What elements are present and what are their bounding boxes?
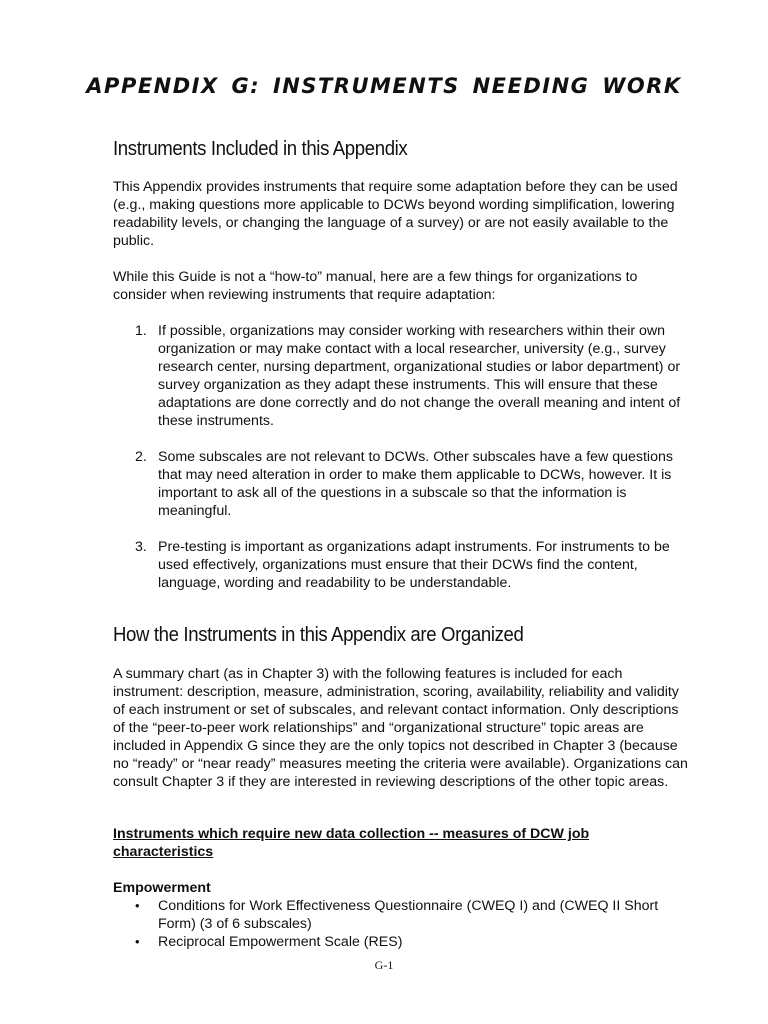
section-heading-included: Instruments Included in this Appendix [113,138,408,160]
list-item [113,897,693,933]
list-item [113,538,693,592]
considerations-list [113,322,693,610]
list-item [113,448,693,520]
list-item-text: Some subscales are not relevant to DCWs. Other subscales have a few questions that may need alteration in order to make them applicable to DCWs, however. It is important to ask all of the questions in a subscale so that the information is meaningful. [158,449,673,519]
list-number: 2. [135,449,147,465]
empowerment-bullets [113,897,693,951]
list-number: 3. [135,539,147,555]
bullet-text: Reciprocal Empowerment Scale (RES) [158,934,403,950]
bullet-icon: • [135,898,140,913]
bullet-text: Conditions for Work Effectiveness Questionnaire (CWEQ I) and (CWEQ II Short Form) (3 of 6 subscales) [158,898,659,932]
list-item-text: Pre-testing is important as organizations adapt instruments. For instruments to be used effectively, organizations must ensure that their DCWs find the content, language, wording and readability to be understandable. [158,539,670,591]
list-item [113,933,693,951]
list-item-text: If possible, organizations may consider working with researchers within their own organization or may make contact with a local researcher, university (e.g., survey research center, nursing department, organizational studies or labor department) or survey organization as they adapt these instruments. This will ensure that these adaptations are done correctly and do not change the overall meaning and intent of these instruments. [158,323,681,429]
bullet-icon: • [135,934,140,949]
intro-paragraph: This Appendix provides instruments that require some adaptation before they can be used (e.g., making questions more applicable to DCWs beyond wording simplification, lowering readability levels, or changing the language of a survey) or are not easily available to the public. [113,179,678,249]
list-number: 1. [135,323,147,339]
guide-paragraph: While this Guide is not a “how-to” manual, here are a few things for organizations to consider when reviewing instruments that require adaptation: [113,269,638,303]
page-number: G-1 [374,958,394,972]
section-heading-organized: How the Instruments in this Appendix are Organized [113,624,524,646]
summary-paragraph: A summary chart (as in Chapter 3) with the following features is included for each instrument: description, measure, administration, scoring, availability, reliability and validity of each instrument or set of subscales, and relevant contact information. Only descriptions of the “peer-to-peer work relationships” and “organizational structure” topic areas are included in Appendix G since they are the only topics not described in Chapter 3 (because no “ready” or “near ready” measures meeting the criteria were available). Organizations can consult Chapter 3 if they are interested in reviewing descriptions of the other topic areas. [113,666,688,790]
subheading-new-data: Instruments which require new data collection -- measures of DCW job characteristics [113,826,590,860]
page-title: APPENDIX G: INSTRUMENTS NEEDING WORK [86,74,682,98]
list-item [113,322,693,430]
group-title-empowerment: Empowerment [113,880,211,896]
